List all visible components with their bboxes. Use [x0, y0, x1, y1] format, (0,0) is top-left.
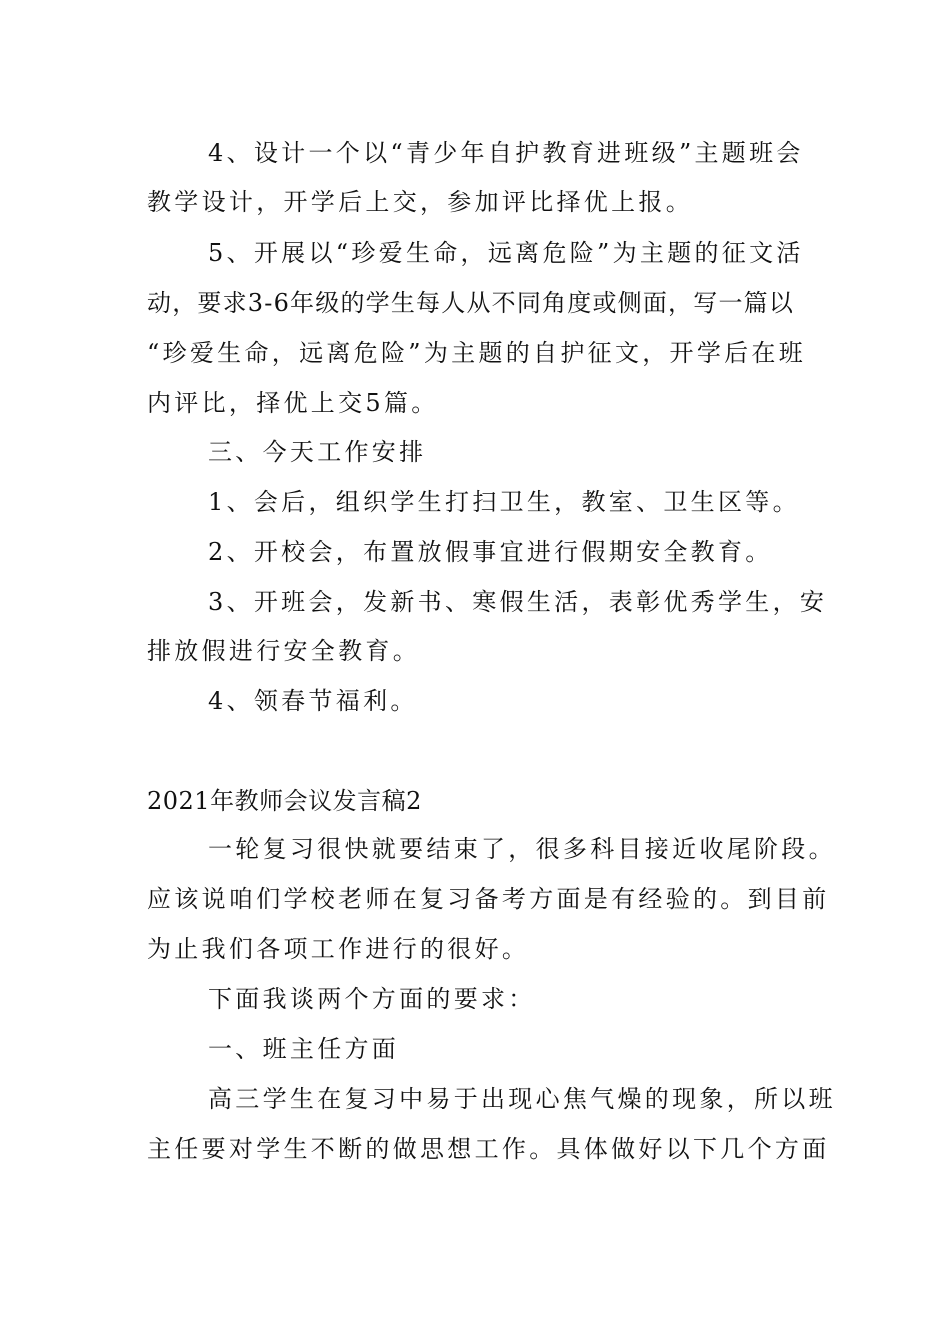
paragraph-class-teacher-line-2: 主任要对学生不断的做思想工作。具体做好以下几个方面	[147, 1135, 830, 1163]
paragraph-intro-line-2: 应该说咱们学校老师在复习备考方面是有经验的。到目前	[147, 885, 830, 913]
article-title: 2021年教师会议发言稿2	[147, 787, 422, 815]
paragraph-item-5-line-1: 5、开展以“珍爱生命，远离危险”为主题的征文活	[208, 239, 804, 267]
arrangement-item-1: 1、会后，组织学生打扫卫生，教室、卫生区等。	[208, 488, 800, 516]
arrangement-item-3-line-2: 排放假进行安全教育。	[147, 637, 420, 665]
paragraph-item-5-line-4: 内评比，择优上交5篇。	[147, 389, 439, 417]
paragraph-item-5-line-2: 动，要求3-6年级的学生每人从不同角度或侧面，写一篇以	[147, 289, 795, 317]
paragraph-intro-line-3: 为止我们各项工作进行的很好。	[147, 935, 530, 963]
arrangement-item-4: 4、领春节福利。	[208, 687, 418, 715]
paragraph-item-5-line-3: “珍爱生命，远离危险”为主题的自护征文，开学后在班	[147, 339, 807, 367]
section-heading-class-teacher: 一、班主任方面	[208, 1035, 400, 1063]
arrangement-item-3-line-1: 3、开班会，发新书、寒假生活，表彰优秀学生，安	[208, 588, 828, 616]
paragraph-intro-line-1: 一轮复习很快就要结束了，很多科目接近收尾阶段。	[208, 835, 836, 863]
arrangement-item-2: 2、开校会，布置放假事宜进行假期安全教育。	[208, 538, 773, 566]
paragraph-item-4-line-2: 教学设计，开学后上交，参加评比择优上报。	[147, 188, 693, 216]
paragraph-requirements: 下面我谈两个方面的要求：	[208, 985, 536, 1013]
section-heading-today-arrangement: 三、今天工作安排	[208, 438, 427, 466]
paragraph-item-4-line-1: 4、设计一个以“青少年自护教育进班级”主题班会	[208, 139, 804, 167]
paragraph-class-teacher-line-1: 高三学生在复习中易于出现心焦气燥的现象，所以班	[208, 1085, 836, 1113]
